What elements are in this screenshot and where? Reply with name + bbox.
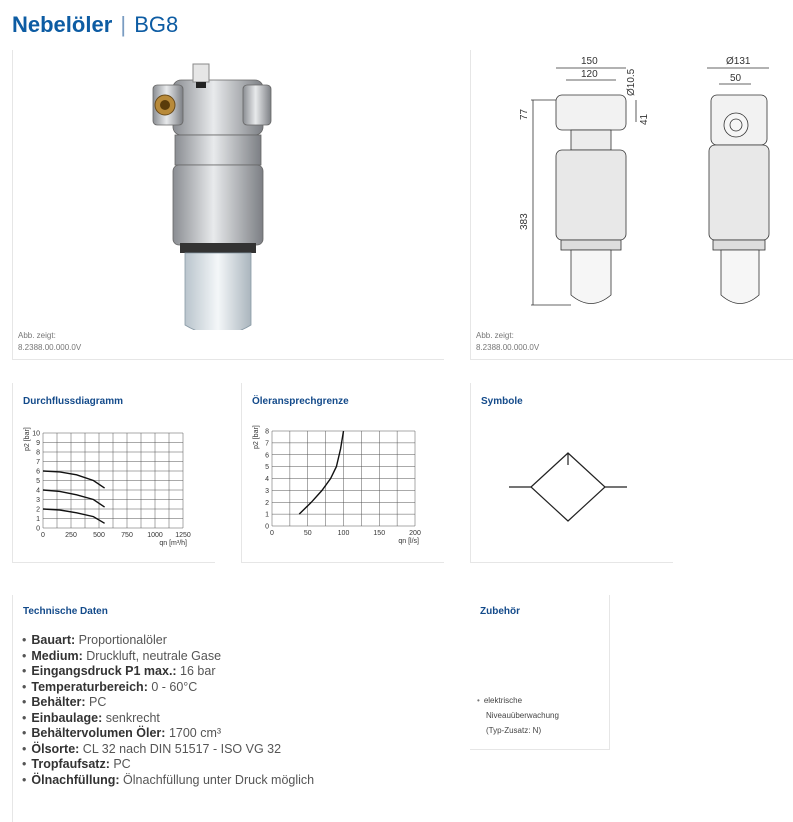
tech-data-heading: Technische Daten	[23, 606, 108, 617]
dim-10-5: Ø10.5	[626, 68, 637, 96]
x-tick-label: 750	[121, 532, 133, 539]
series-line	[43, 509, 105, 523]
y-tick-label: 8	[265, 428, 269, 436]
symbol-heading: Symbole	[481, 396, 523, 407]
flow-diagram-heading: Durchflussdiagramm	[23, 396, 124, 407]
photo-part-number: 8.2388.00.000.0V	[18, 343, 82, 352]
series-line	[299, 431, 343, 514]
tech-data-item	[22, 757, 314, 773]
x-tick-label: 50	[303, 530, 312, 537]
y-tick-label: 8	[36, 449, 40, 457]
flow-diagram-card	[12, 383, 215, 563]
y-tick-label: 0	[36, 525, 40, 533]
dim-120: 120	[581, 69, 598, 80]
photo-caption: Abb. zeigt:	[18, 331, 56, 340]
x-tick-label: 200	[409, 530, 421, 537]
accessory-bullet: •	[477, 696, 480, 705]
y-tick-label: 6	[265, 452, 269, 460]
series-line	[43, 471, 105, 488]
oil-response-heading: Öleransprechgrenze	[252, 396, 349, 407]
product-photo	[133, 60, 333, 330]
tech-data-value: Ölnachfüllung unter Druck möglich	[119, 772, 315, 787]
y-tick-label: 5	[36, 478, 40, 485]
y-tick-label: 6	[36, 468, 40, 476]
y-tick-label: 1	[36, 516, 40, 523]
y-tick-label: 2	[265, 499, 269, 507]
dim-50: 50	[730, 73, 742, 84]
tech-data-value: senkrecht	[102, 710, 160, 725]
dim-383: 383	[519, 213, 530, 230]
x-tick-label: 100	[337, 530, 350, 537]
tech-data-list	[22, 633, 314, 788]
tech-data-item	[22, 742, 314, 758]
y-tick-label: 0	[265, 523, 269, 531]
accessory-heading: Zubehör	[480, 606, 520, 617]
x-tick-label: 1250	[175, 532, 191, 539]
tech-data-value: PC	[85, 695, 107, 709]
x-tick-label: 150	[373, 530, 386, 537]
tech-data-label: Ölnachfüllung:	[31, 772, 120, 787]
tech-data-item	[22, 726, 314, 742]
y-tick-label: 3	[265, 487, 269, 495]
y-tick-label: 5	[265, 464, 269, 472]
product-name: Nebelöler	[12, 12, 113, 37]
tech-data-item	[22, 773, 314, 789]
x-tick-label: 250	[65, 532, 77, 539]
drawing-caption: Abb. zeigt:	[476, 331, 514, 340]
tech-data-value: CL 32 nach DIN 51517 - ISO VG 32	[79, 741, 282, 756]
y-tick-label: 1	[265, 511, 269, 519]
tech-data-label: Ölsorte:	[31, 741, 80, 756]
accessory-line-3: (Typ-Zusatz: N)	[486, 726, 542, 735]
tech-data-value: Druckluft, neutrale Gase	[82, 648, 222, 663]
product-code: BG8	[134, 12, 179, 37]
photo-card	[12, 50, 444, 360]
y-tick-label: 4	[36, 487, 40, 495]
tech-data-label: Tropfaufsatz:	[31, 757, 110, 771]
y-tick-label: 9	[36, 440, 40, 447]
tech-data-value: 1700 cm³	[165, 726, 222, 740]
tech-data-item	[22, 680, 314, 696]
dim-41: 41	[639, 113, 650, 125]
tech-data-label: Temperaturbereich:	[31, 679, 148, 694]
tech-data-label: Behälter:	[31, 695, 86, 709]
drawing-part-number: 8.2388.00.000.0V	[476, 343, 540, 352]
tech-data-value: 0 - 60°C	[147, 679, 198, 694]
y-tick-label: 4	[265, 476, 269, 483]
series-line	[43, 490, 105, 507]
tech-data-item	[22, 664, 314, 680]
x-tick-label: 0	[270, 530, 274, 537]
y-tick-label: 2	[36, 506, 40, 514]
drawing-card	[470, 50, 793, 360]
tech-data-item	[22, 711, 314, 727]
x-tick-label: 0	[41, 532, 45, 539]
tech-data-value: 16 bar	[176, 664, 216, 678]
tech-data-item	[22, 633, 314, 649]
y-tick-label: 3	[36, 497, 40, 504]
y-axis-label: p2 [bar]	[253, 425, 260, 449]
tech-data-value: PC	[109, 757, 131, 771]
y-axis-label: p2 [bar]	[24, 427, 31, 451]
tech-data-label: Bauart:	[31, 633, 76, 647]
title-separator: |	[120, 12, 127, 37]
tech-data-label: Behältervolumen Öler:	[31, 726, 166, 740]
oil-response-chart	[242, 413, 445, 563]
tech-data-label: Medium:	[31, 648, 83, 663]
tech-data-label: Eingangsdruck P1 max.:	[31, 664, 177, 678]
y-tick-label: 7	[36, 459, 40, 466]
y-tick-label: 10	[32, 430, 40, 438]
accessory-line-1: elektrische	[483, 696, 523, 705]
oil-response-card	[241, 383, 444, 563]
dim-77: 77	[519, 108, 530, 120]
tech-data-label: Einbaulage:	[31, 710, 103, 725]
technical-drawing	[471, 50, 793, 325]
x-axis-label: qn [l/s]	[398, 538, 419, 545]
x-tick-label: 1000	[147, 532, 163, 539]
tech-data-value: Proportionalöler	[75, 633, 167, 647]
dim-150: 150	[581, 56, 598, 67]
symbol-card	[470, 383, 673, 563]
x-tick-label: 500	[93, 532, 105, 539]
y-tick-label: 7	[265, 440, 269, 448]
flow-diagram-chart	[13, 413, 216, 563]
dim-131: Ø131	[726, 56, 751, 67]
accessory-item	[477, 693, 559, 738]
accessory-line-2: Niveauüberwachung	[486, 711, 559, 720]
x-axis-label: qn [m³/h]	[159, 540, 187, 547]
tech-data-item	[22, 695, 314, 711]
tech-data-item	[22, 649, 314, 665]
oiler-symbol-icon	[471, 413, 674, 563]
page-title	[12, 10, 178, 40]
